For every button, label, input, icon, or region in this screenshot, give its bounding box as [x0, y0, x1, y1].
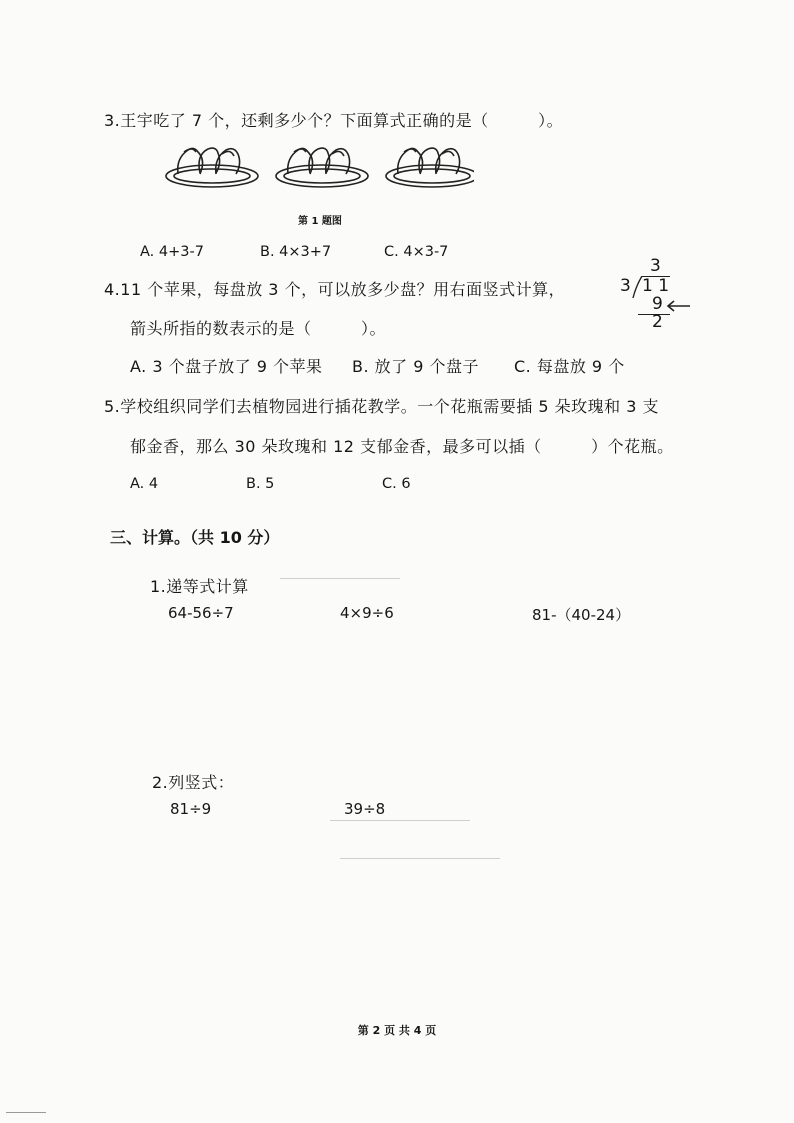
q5-option-b: B. 5: [246, 476, 275, 492]
plate-2: [276, 148, 368, 187]
sub-2-title: 2.列竖式：: [152, 773, 235, 792]
fruit-plates-illustration: [164, 140, 474, 196]
division-quotient: 3: [650, 256, 661, 276]
division-divisor: 3: [620, 276, 631, 296]
section-3-heading: 三、计算。（共 10 分）: [110, 528, 280, 547]
question-4-line-1: 4.11 个苹果，每盘放 3 个，可以放多少盘？用右面竖式计算，: [104, 280, 566, 299]
scan-noise: [330, 820, 470, 821]
calc-item-3: 81-（40-24）: [532, 606, 631, 624]
arrow-icon: [666, 300, 692, 312]
long-division-figure: [620, 256, 700, 332]
q5-option-c: C. 6: [382, 476, 411, 492]
plate-1: [166, 148, 258, 187]
scan-noise: [340, 858, 500, 859]
q3-option-c: C. 4×3-7: [384, 244, 449, 260]
question-5-line-2: 郁金香，那么 30 朵玫瑰和 12 支郁金香，最多可以插（ ）个花瓶。: [130, 437, 674, 456]
q3-option-a: A. 4+3-7: [140, 244, 204, 260]
question-5-line-1: 5.学校组织同学们去植物园进行插花教学。一个花瓶需要插 5 朵玫瑰和 3 支: [104, 397, 659, 416]
sub-1-title: 1.递等式计算: [150, 577, 249, 596]
question-3-text: 3.王宇吃了 7 个，还剩多少个？下面算式正确的是（ ）。: [104, 111, 564, 130]
q4-option-c: C. 每盘放 9 个: [514, 357, 625, 376]
plate-3: [386, 148, 474, 187]
vertical-item-2: 39÷8: [344, 800, 386, 818]
q4-option-a: A. 3 个盘子放了 9 个苹果: [130, 357, 323, 376]
calc-item-2: 4×9÷6: [340, 604, 394, 622]
division-product: 9: [652, 294, 663, 314]
page-footer: 第 2 页 共 4 页: [357, 1024, 437, 1037]
scan-noise: [6, 1112, 46, 1113]
q4-option-b: B. 放了 9 个盘子: [352, 357, 480, 376]
division-dividend: 1 1: [642, 276, 670, 296]
division-remainder: 2: [652, 312, 663, 332]
q5-option-a: A. 4: [130, 476, 159, 492]
calc-item-1: 64-56÷7: [168, 604, 234, 622]
vertical-item-1: 81÷9: [170, 800, 212, 818]
figure-caption: 第 1 题图: [298, 216, 342, 227]
question-4-line-2: 箭头所指的数表示的是（ ）。: [130, 319, 387, 338]
q3-option-b: B. 4×3+7: [260, 244, 332, 260]
scan-noise: [280, 578, 400, 579]
